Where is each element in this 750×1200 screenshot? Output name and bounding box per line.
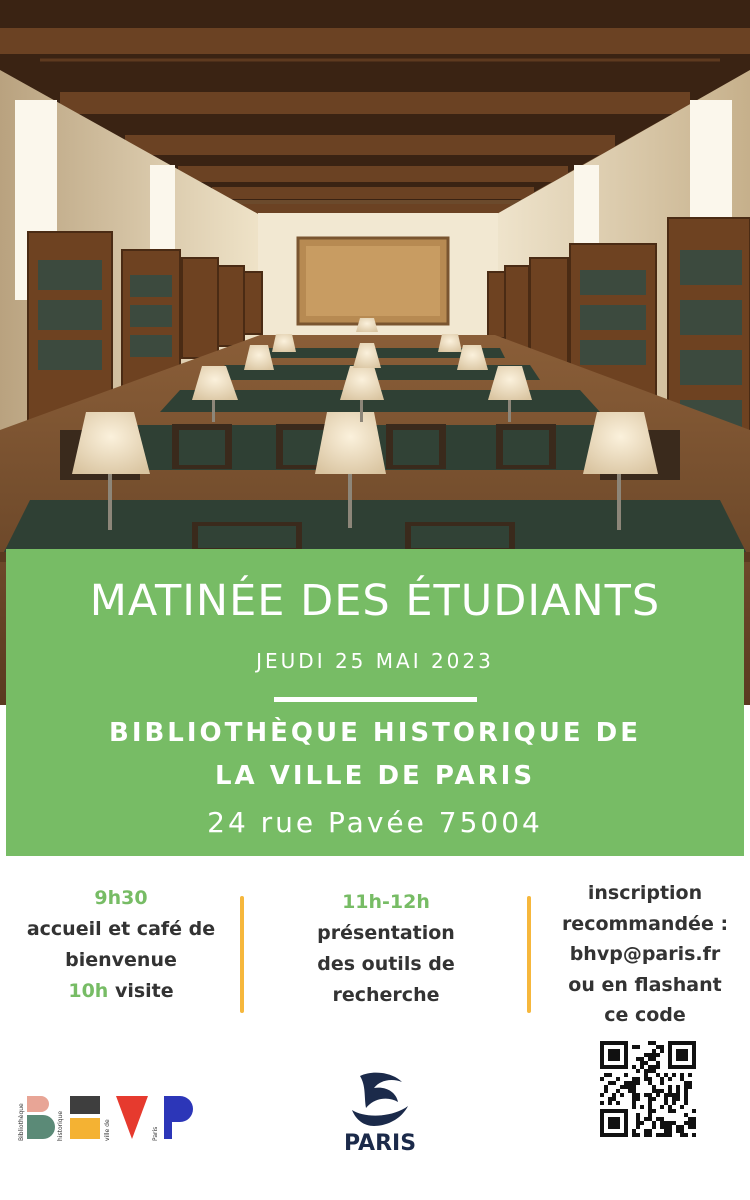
library-name-line1: BIBLIOTHÈQUE HISTORIQUE DE (109, 718, 641, 748)
bhvp-vertical-text-1: Bibliothèque (18, 1103, 25, 1141)
column-separator (240, 896, 244, 1013)
bhvp-vertical-text-2: historique (57, 1110, 64, 1141)
program-welcome (0, 883, 242, 1007)
registration-line2: recommandée : (561, 912, 729, 935)
library-name-line2: LA VILLE DE PARIS (214, 761, 536, 791)
bhvp-vertical-text-3: ville de (104, 1119, 111, 1141)
column-separator (527, 896, 531, 1013)
welcome-line2: bienvenue (65, 949, 177, 971)
visit-label: visite (114, 980, 174, 1002)
welcome-line1: accueil et café de (26, 918, 216, 940)
paris-logo (330, 1068, 430, 1156)
event-title: MATINÉE DES ÉTUDIANTS (89, 576, 661, 626)
time-welcome: 9h30 (94, 887, 148, 909)
bhvp-vertical-text-4: Paris (152, 1126, 159, 1141)
time-visit: 10h (68, 980, 109, 1002)
time-presentation: 11h-12h (342, 891, 430, 913)
registration-info (540, 878, 750, 1031)
library-address: 24 rue Pavée 75004 (207, 806, 543, 839)
program-presentation (266, 887, 506, 1011)
paris-wordmark: PARIS (343, 1131, 417, 1156)
event-banner (6, 549, 744, 856)
registration-line5: ce code (604, 1004, 686, 1026)
bhvp-logo (18, 1093, 198, 1145)
presentation-line1: présentation (317, 922, 455, 944)
event-date: JEUDI 25 MAI 2023 (256, 649, 494, 673)
paris-ship-icon (330, 1068, 430, 1156)
registration-email[interactable]: bhvp@paris.fr (569, 943, 721, 965)
visit-line (0, 976, 242, 1007)
presentation-line3: recherche (332, 984, 440, 1006)
divider (274, 697, 477, 702)
registration-line1: inscription (587, 882, 703, 904)
presentation-line2: des outils de (317, 953, 455, 975)
qr-code[interactable] (600, 1041, 696, 1137)
registration-line4: ou en flashant (568, 973, 722, 996)
